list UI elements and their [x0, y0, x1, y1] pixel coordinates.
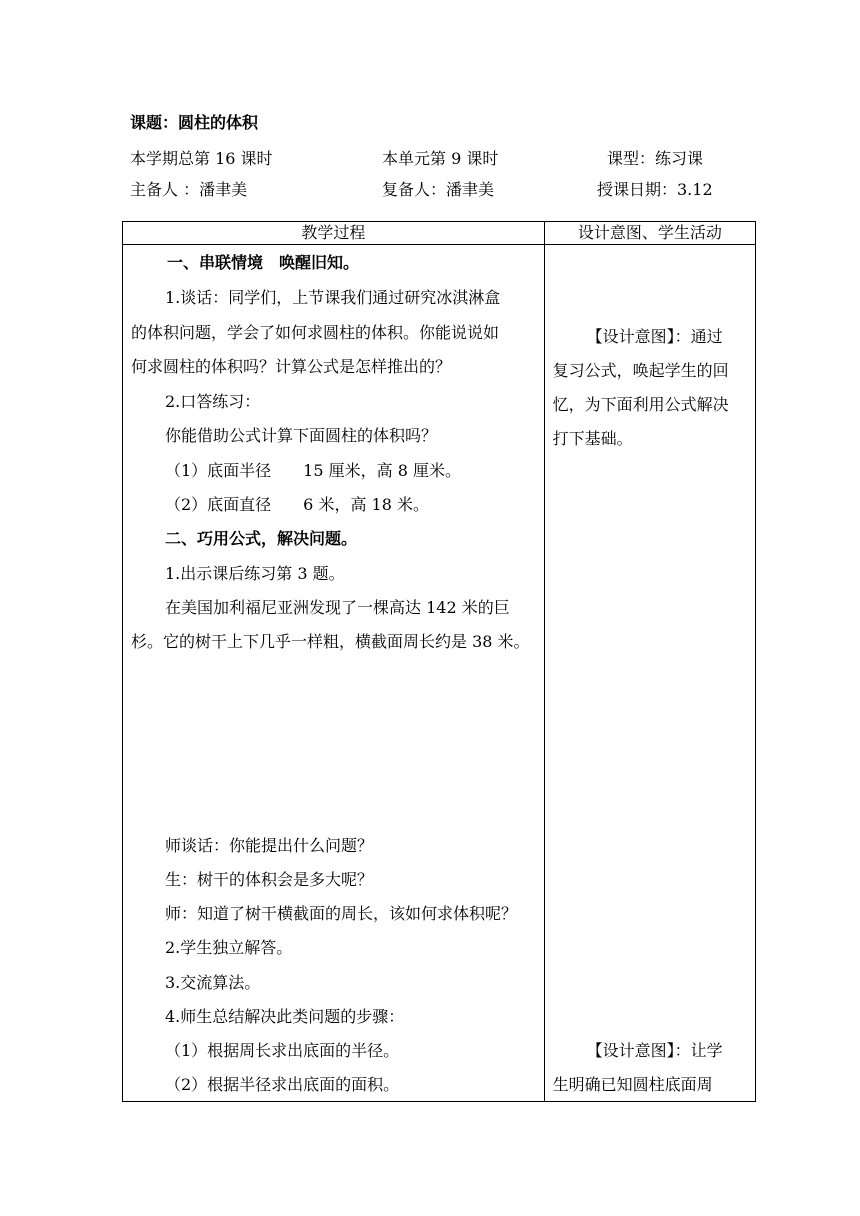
- process-line: 2.学生独立解答。: [165, 938, 293, 957]
- lesson-type: 课型：练习课: [607, 149, 704, 168]
- process-line: 师谈话：你能提出什么问题？: [165, 836, 374, 855]
- process-line: 4.师生总结解决此类问题的步骤：: [165, 1007, 405, 1026]
- process-line: 的体积问题，学会了如何求圆柱的体积。你能说说如: [131, 323, 500, 342]
- design-note-line: 打下基础。: [552, 429, 633, 448]
- process-line: 师：知道了树干横截面的周长，该如何求体积呢？: [165, 904, 518, 923]
- process-line: （2）底面直径 6 米，高 18 米。: [165, 495, 429, 514]
- table-header-row: [123, 222, 756, 245]
- process-line: 1.出示课后练习第 3 题。: [165, 564, 345, 583]
- process-cell: [123, 245, 545, 1102]
- process-line: 在美国加利福尼亚洲发现了一棵高达 142 米的巨: [165, 598, 510, 617]
- process-line: 你能借助公式计算下面圆柱的体积吗？: [165, 426, 438, 445]
- column-header-design: 设计意图、学生活动: [544, 222, 755, 245]
- process-line: （1）底面半径 15 厘米，高 8 厘米。: [165, 461, 461, 480]
- lesson-title: 课题：圆柱的体积: [130, 113, 259, 132]
- design-note-line: 【设计意图】：通过: [586, 327, 723, 346]
- section-heading-1: 一、串联情境 唤醒旧知。: [167, 253, 360, 272]
- co-preparer: 复备人：潘聿美: [382, 180, 495, 199]
- lesson-plan-table: [122, 221, 756, 1102]
- process-line: 生：树干的体积会是多大呢？: [165, 870, 374, 889]
- unit-lesson-number: 本单元第 9 课时: [382, 149, 499, 168]
- design-note-line: 忆，为下面利用公式解决: [552, 395, 729, 414]
- lesson-date: 授课日期：3.12: [597, 180, 713, 199]
- process-line: 1.谈话：同学们，上节课我们通过研究冰淇淋盒: [165, 288, 501, 307]
- design-note-line: 生明确已知圆柱底面周: [552, 1075, 713, 1094]
- table-body-row: [123, 245, 756, 1102]
- design-note-line: 【设计意图】：让学: [586, 1041, 723, 1060]
- process-line: 2.口答练习：: [165, 392, 261, 411]
- process-line: （2）根据半径求出底面的面积。: [165, 1075, 400, 1094]
- section-heading-2: 二、巧用公式，解决问题。: [165, 529, 358, 548]
- process-line: 3.交流算法。: [165, 973, 261, 992]
- term-lesson-number: 本学期总第 16 课时: [130, 149, 273, 168]
- design-note-line: 复习公式，唤起学生的回: [552, 361, 729, 380]
- process-line: 何求圆柱的体积吗？计算公式是怎样推出的？: [131, 357, 452, 376]
- preparer: 主备人 ：潘聿美: [130, 180, 248, 199]
- column-header-process: 教学过程: [123, 222, 545, 245]
- design-cell: [544, 245, 755, 1102]
- process-line: （1）根据周长求出底面的半径。: [165, 1041, 400, 1060]
- process-line: 杉。它的树干上下几乎一样粗，横截面周长约是 38 米。: [131, 632, 530, 651]
